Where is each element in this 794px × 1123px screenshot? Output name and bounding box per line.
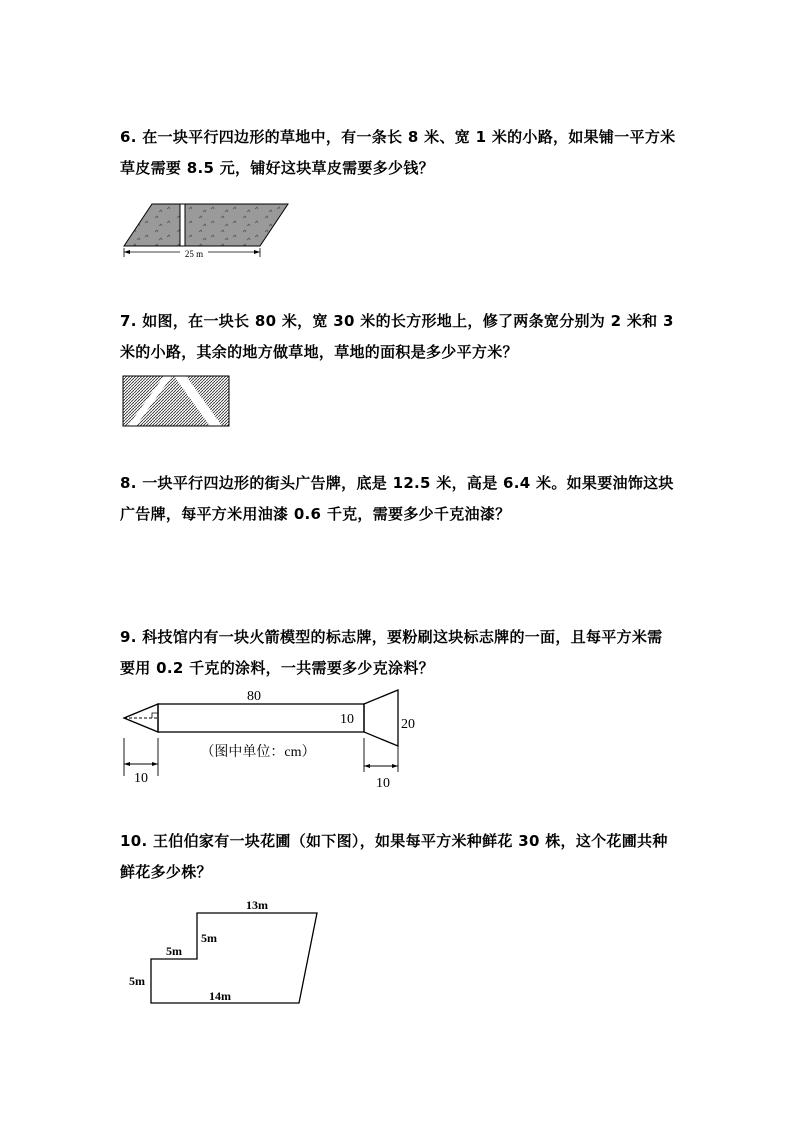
- rocket-body: [158, 704, 364, 732]
- figure-9-rocket-sign: [118, 686, 428, 800]
- grass-parallelogram: [124, 204, 288, 246]
- step-height-label: 5m: [201, 931, 217, 945]
- question-7: 7. 如图，在一块长 80 米，宽 30 米的长方形地上，修了两条宽分别为 2 米和 3 米的小路，其余的地方做草地，草地的面积是多少平方米？: [120, 312, 674, 361]
- question-9: 9. 科技馆内有一块火箭模型的标志牌，要粉刷这块标志牌的一面，且每平方米需要用 0.2 千克的涂料，一共需要多少克涂料？: [120, 628, 663, 677]
- path-strip: [180, 204, 185, 246]
- nose-label: 10: [134, 771, 148, 786]
- step-width-label: 5m: [166, 944, 182, 958]
- tail-height-label: 20: [401, 717, 415, 732]
- question-10: 10. 王伯伯家有一块花圃（如下图），如果每平方米种鲜花 30 株，这个花圃共种鲜花多少株？: [120, 832, 668, 881]
- figure-6-grass-parallelogram: [120, 200, 295, 266]
- figure-10-flower-bed: [125, 895, 325, 1011]
- question-6: 6. 在一块平行四边形的草地中，有一条长 8 米、宽 1 米的小路，如果铺一平方米草皮需要 8.5 元，铺好这块草皮需要多少钱？: [120, 128, 676, 177]
- base-label: 25 m: [184, 249, 204, 259]
- top-label: 13m: [246, 898, 268, 912]
- left-label: 5m: [129, 974, 145, 988]
- body-height-label: 10: [340, 712, 354, 727]
- question-8: 8. 一块平行四边形的街头广告牌，底是 12.5 米，高是 6.4 米。如果要油饰这块广告牌，每平方米用油漆 0.6 千克，需要多少千克油漆？: [120, 474, 674, 523]
- flower-bed-outline: [151, 913, 317, 1003]
- tail-label: 10: [376, 776, 390, 791]
- bottom-label: 14m: [209, 989, 231, 1003]
- figure-7-rectangle-with-paths: [122, 375, 232, 434]
- rocket-tail: [364, 690, 398, 746]
- unit-note: （图中单位：cm）: [200, 745, 316, 760]
- length-label: 80: [247, 689, 261, 704]
